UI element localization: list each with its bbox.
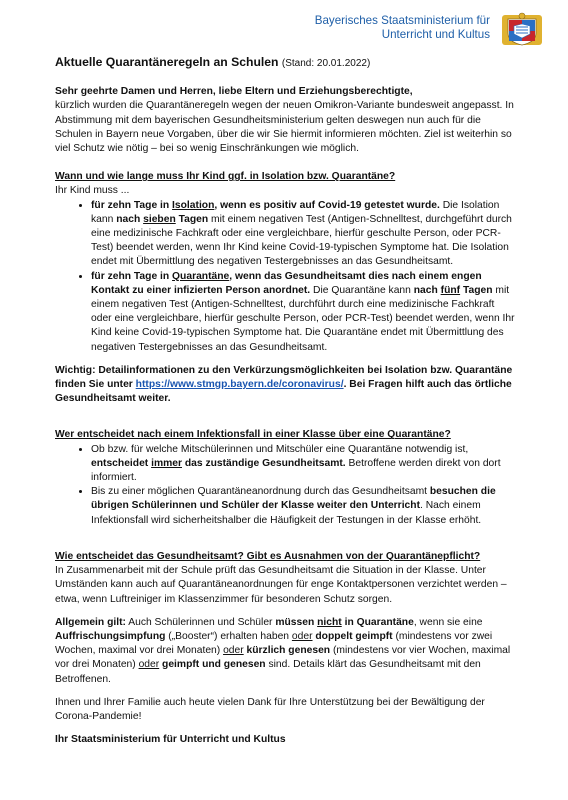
text: Auch Schülerinnen und Schüler (125, 616, 276, 628)
text: , wenn sie eine (413, 616, 483, 628)
paragraph-cooperation: In Zusammenarbeit mit der Schule prüft das Gesundheitsamt die Situation in der Klasse. Unter Umständen kann auch auf Quarantäneanordnungen für enge Kontaktpersonen verzichtet werden – etwa, wenn Luftreiniger im Klassenzimmer für besonderen Schutz sorgen. (55, 565, 507, 605)
ministry-line-2: Unterricht und Kultus (381, 28, 490, 41)
bold-text: für zehn Tage in (91, 199, 173, 211)
bold-text: doppelt geimpft (312, 630, 393, 642)
section-3-heading: Wie entscheidet das Gesundheitsamt? Gibt es Ausnahmen von der Quarantänepflicht? (55, 550, 481, 562)
bold-underlined-text: Isolation (172, 199, 215, 211)
bold-text: Tagen (460, 284, 493, 296)
bold-text: Tagen (175, 213, 209, 225)
bold-underlined-text: immer (151, 457, 182, 469)
list-item-class-attendance (91, 485, 517, 528)
bold-underlined-text: fünf (440, 284, 461, 296)
bold-underlined-text: nicht (317, 616, 342, 628)
text: (mindestens vor zwei Wochen, maximal vor drei Monaten) (55, 630, 493, 657)
signature (55, 733, 517, 747)
document-title (55, 55, 517, 71)
text: . Nach einem Infektionsfall wird sicherheitshalber die Häufigkeit der Testungen in der Klasse erhöht. (91, 500, 482, 526)
section-1-heading: Wann und wie lange muss Ihr Kind ggf. in Isolation bzw. Quarantäne? (55, 171, 396, 183)
text: Betroffene werden direkt von dort informiert. (91, 457, 501, 484)
bavarian-crest-icon (500, 11, 544, 47)
ministry-name (315, 14, 490, 42)
list-item-health-office (91, 443, 517, 486)
text: Die Quarantäne kann (310, 284, 414, 296)
bold-text: . Bei Fragen hilft auch das örtliche Gesundheitsamt weiter. (55, 379, 512, 405)
paragraph-thanks: Ihnen und Ihrer Familie auch heute vielen Dank für Ihre Unterstützung bei der Bewältigung der Corona-Pandemie! (55, 696, 485, 722)
bold-text: nach (116, 213, 144, 225)
bold-text: geimpft und genesen (159, 659, 266, 671)
section-1-lead: Ihr Kind muss ... (55, 185, 130, 197)
intro-paragraph (55, 85, 517, 156)
underlined-text: oder (223, 645, 244, 657)
intro-text: kürzlich wurden die Quarantäneregeln wegen der neuen Omikron-Variante bundesweit angepasst. In Abstimmung mit dem bayerischen Gesundheitsministerium gelten deswegen nun auch für die Schulen in Bayern neue Vorgaben, über die wir Sie hiermit informieren möchten. Ziel ist weiterhin so viel Schutz wie nötig – bei so wenig Einschränkungen wie möglich. (55, 100, 514, 155)
text: Ob bzw. für welche Mitschülerinnen und Mitschüler eine Quarantäne notwendig ist, (91, 443, 469, 455)
bold-text: das zuständige Gesundheitsamt. (182, 457, 346, 469)
bold-text: für zehn Tage in (91, 270, 173, 282)
title-main: Aktuelle Quarantäneregeln an Schulen (55, 55, 279, 69)
bold-text: entscheidet (91, 457, 152, 469)
text: Die Isolation kann (91, 199, 500, 225)
bold-text: in Quarantäne (341, 616, 414, 628)
underlined-text: oder (138, 659, 160, 671)
bold-text: Wichtig: Detailinformationen zu den Verkürzungsmöglichkeiten bei Isolation bzw. Quarantäne finden Sie unter (55, 364, 513, 391)
section-decision (55, 428, 517, 527)
text: (mindestens vor vier Wochen, maximal vor drei Monaten) (55, 645, 511, 671)
coronavirus-info-link[interactable]: https://www.stmgp.bayern.de/coronavirus/ (135, 379, 344, 391)
bold-text: müssen (275, 616, 318, 628)
bold-underlined-text: Quarantäne (172, 270, 230, 282)
text: mit einem negativen Test (Antigen-Schnelltest, durchführt durch eine medizinische Fachkraft oder eine vergleichbare, hierfür geschulte Person, oder PCR-Test) beendet werden, wenn Ihr Kind keine Covid-19-typischen Symptome hat. Die Quarantäne endet mit Übermittlung des negativen Testergebnisses an das Gesundheitsamt. (91, 284, 515, 353)
bold-text: Auffrischungsimpfung (55, 630, 166, 642)
list-item-isolation (91, 199, 517, 270)
letter-body (55, 55, 517, 747)
isolation-list (55, 199, 517, 355)
ministry-line-1: Bayerisches Staatsministerium für (314, 14, 490, 27)
bold-text: , wenn es positiv auf Covid-19 getestet wurde. (214, 199, 440, 211)
bold-text: nach (413, 284, 441, 296)
bold-text: kürzlich genesen (243, 645, 331, 657)
title-date: (Stand: 20.01.2022) (281, 58, 371, 69)
text: sind. Details klärt das Gesundheitsamt mit den Betroffenen. (55, 659, 481, 685)
list-item-quarantine (91, 270, 517, 355)
bold-underlined-text: sieben (143, 213, 176, 225)
text: Bis zu einer möglichen Quarantäneanordnung durch das Gesundheitsamt (91, 486, 430, 498)
section-isolation (55, 170, 517, 406)
section-2-heading: Wer entscheidet nach einem Infektionsfall in einer Klasse über eine Quarantäne? (55, 429, 451, 441)
signature-text: Ihr Staatsministerium für Unterricht und Kultus (55, 734, 286, 746)
underlined-text: oder (291, 630, 313, 642)
decision-list (55, 443, 517, 528)
text: mit einem negativen Test (Antigen-Schnelltest, durchgeführt durch eine medizinische Fachkraft oder eine vergleichbare, hierfür geschulte Person, oder PCR-Test) beendet werden, wenn Ihr Kind keine Covid-19-typischen Symptome hat. Die Isolation endet mit Übermittlung des negativen Testergebnisses an das Gesundheitsamt. (91, 213, 512, 268)
bold-text: besuchen die übrigen Schülerinnen und Schüler der Klasse weiter den Unterricht (91, 486, 496, 512)
text: („Booster“) erhalten haben (165, 630, 292, 642)
important-note (55, 364, 517, 407)
bold-text: , wenn das Gesundheitsamt dies nach einem engen Kontakt zu einer infizierten Person anordnet. (91, 270, 482, 296)
paragraph-general-rule (55, 616, 517, 687)
section-exceptions (55, 550, 517, 747)
bold-text: Allgemein gilt: (55, 616, 126, 628)
salutation: Sehr geehrte Damen und Herren, liebe Eltern und Erziehungsberechtigte, (55, 86, 413, 98)
